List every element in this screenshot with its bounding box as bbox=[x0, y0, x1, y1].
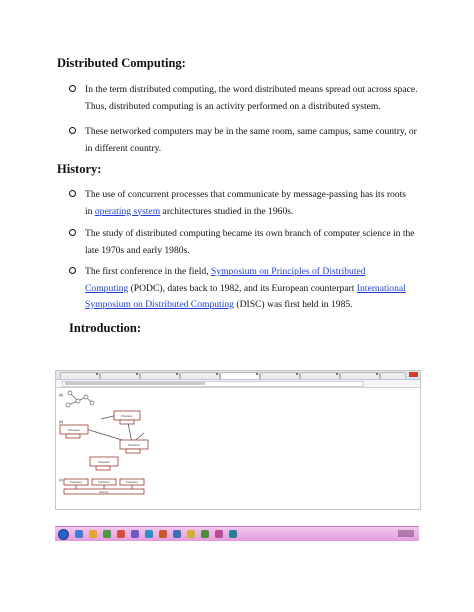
bullet-icon bbox=[69, 85, 76, 92]
close-icon[interactable] bbox=[376, 373, 378, 375]
clock-icon[interactable] bbox=[398, 530, 414, 537]
heading-distributed-computing: Distributed Computing: bbox=[57, 56, 186, 70]
processor-label: Processor bbox=[68, 429, 80, 432]
os-taskbar bbox=[55, 526, 419, 541]
app-icon[interactable] bbox=[89, 530, 97, 538]
memory-label: Memory bbox=[99, 491, 109, 494]
close-icon[interactable] bbox=[256, 373, 258, 375]
heading-history: History: bbox=[57, 162, 102, 176]
browser-tab[interactable] bbox=[180, 372, 220, 379]
app-icon[interactable] bbox=[173, 530, 181, 538]
history-bullet-3 bbox=[69, 264, 429, 314]
memory-box bbox=[126, 449, 140, 453]
app-icon[interactable] bbox=[117, 530, 125, 538]
link-operating-system[interactable]: operating system bbox=[94, 205, 161, 217]
processor-label: Processor bbox=[128, 444, 140, 447]
bullet-icon bbox=[69, 190, 76, 197]
dc-bullet-1-line-2: Thus, distributed computing is an activity performed on a distributed system. bbox=[85, 100, 381, 112]
browser-tab-bar bbox=[56, 371, 420, 380]
text-segment: in bbox=[85, 205, 95, 217]
app-icon[interactable] bbox=[75, 530, 83, 538]
dc-bullet-1 bbox=[69, 82, 429, 115]
text-segment: architectures studied in the 1960s. bbox=[160, 205, 294, 217]
close-icon[interactable] bbox=[136, 373, 138, 375]
link-computing[interactable]: Computing bbox=[85, 282, 129, 294]
label-c: (c) bbox=[59, 478, 64, 482]
memory-box bbox=[66, 434, 80, 438]
browser-tab[interactable] bbox=[300, 372, 340, 379]
processor-label: Processor bbox=[98, 461, 110, 464]
url-input[interactable] bbox=[62, 381, 364, 387]
start-button-icon[interactable] bbox=[58, 529, 69, 540]
url-text bbox=[65, 382, 205, 385]
processor-label: Processor bbox=[126, 481, 138, 484]
history-bullet-2-line-1: The study of distributed computing became its own branch of computer science in the bbox=[85, 228, 415, 239]
bullet-icon bbox=[69, 127, 76, 134]
memory-box bbox=[96, 466, 110, 470]
history-bullet-2 bbox=[69, 226, 429, 259]
dc-bullet-2-line-2: in different country. bbox=[85, 142, 162, 154]
history-bullet-1-line-2 bbox=[85, 204, 429, 221]
graph-a bbox=[66, 391, 94, 407]
bullet-icon bbox=[69, 229, 76, 236]
browser-address-bar bbox=[56, 380, 420, 388]
browser-tab[interactable] bbox=[340, 372, 380, 379]
app-icon[interactable] bbox=[145, 530, 153, 538]
app-icon[interactable] bbox=[229, 530, 237, 538]
distributed-system-diagram bbox=[56, 389, 420, 509]
app-icon[interactable] bbox=[103, 530, 111, 538]
heading-introduction: Introduction: bbox=[69, 321, 142, 335]
browser-tab[interactable] bbox=[100, 372, 140, 379]
label-b: (b) bbox=[59, 420, 64, 424]
processor-label: Processor bbox=[98, 481, 110, 484]
link-podc[interactable]: Symposium on Principles of Distributed bbox=[211, 266, 366, 277]
close-icon[interactable] bbox=[336, 373, 338, 375]
dc-bullet-2-line-1: These networked computers may be in the same room, same campus, same country, or bbox=[85, 126, 417, 137]
link-disc[interactable]: Symposium on Distributed Computing bbox=[85, 299, 234, 310]
close-icon[interactable] bbox=[216, 373, 218, 375]
app-icon[interactable] bbox=[201, 530, 209, 538]
app-icon[interactable] bbox=[215, 530, 223, 538]
close-icon[interactable] bbox=[176, 373, 178, 375]
text-segment: (DISC) was first held in 1985. bbox=[233, 299, 353, 310]
window-close-button[interactable] bbox=[409, 372, 418, 377]
close-icon[interactable] bbox=[296, 373, 298, 375]
bullet-icon bbox=[69, 267, 76, 274]
app-icon[interactable] bbox=[159, 530, 167, 538]
browser-tab[interactable] bbox=[380, 372, 406, 379]
app-icon[interactable] bbox=[131, 530, 139, 538]
history-bullet-1 bbox=[69, 187, 429, 220]
text-segment: (PODC), dates back to 1982, and its European counterpart bbox=[128, 282, 357, 294]
browser-tab[interactable] bbox=[60, 372, 100, 379]
close-icon[interactable] bbox=[96, 373, 98, 375]
browser-tab[interactable] bbox=[140, 372, 180, 379]
dc-bullet-2 bbox=[69, 124, 429, 157]
memory-box bbox=[120, 420, 134, 424]
history-bullet-2-line-2: late 1970s and early 1980s. bbox=[85, 244, 190, 256]
app-icon[interactable] bbox=[187, 530, 195, 538]
processor-label: Processor bbox=[70, 481, 82, 484]
history-bullet-3-line-3 bbox=[85, 297, 429, 314]
browser-tab-active[interactable] bbox=[220, 372, 260, 379]
processor-label: Processor bbox=[121, 415, 133, 418]
text-segment: The first conference in the field, bbox=[85, 266, 211, 277]
embedded-screenshot bbox=[55, 370, 421, 510]
history-bullet-3-line-1 bbox=[85, 264, 429, 281]
label-a: (a) bbox=[59, 393, 64, 397]
history-bullet-3-line-2 bbox=[85, 281, 429, 298]
dc-bullet-1-line-1: In the term distributed computing, the word distributed means spread out across space. bbox=[85, 84, 418, 95]
browser-tab[interactable] bbox=[260, 372, 300, 379]
history-bullet-1-line-1: The use of concurrent processes that communicate by message-passing has its roots bbox=[85, 189, 407, 200]
link-international[interactable]: International bbox=[356, 282, 406, 294]
